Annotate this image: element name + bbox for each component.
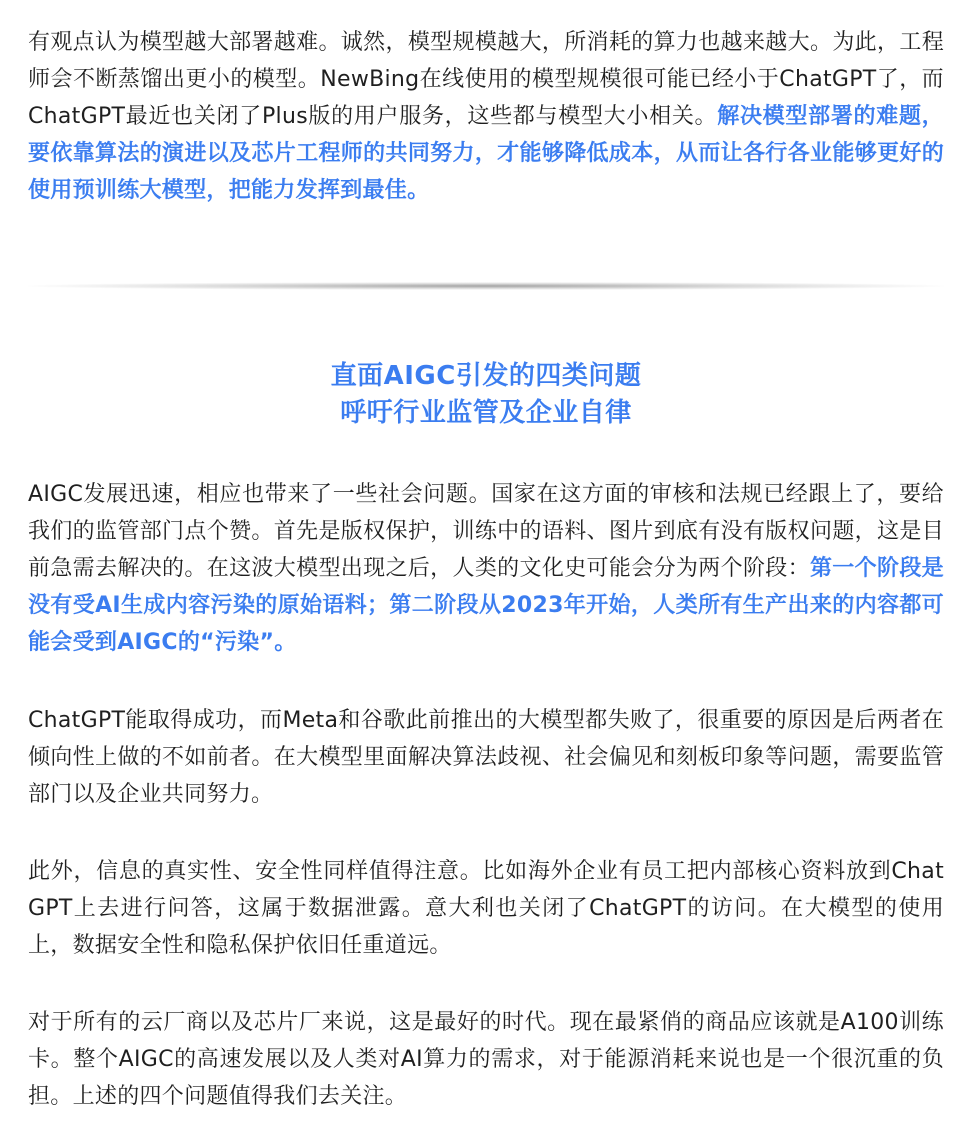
paragraph-energy: 对于所有的云厂商以及芯片厂来说，这是最好的时代。现在最紧俏的商品应该就是A100训练卡。整个AIGC的高速发展以及人类对AI算力的需求，对于能源消耗来说也是一个很沉重的负担。上述的四个问题值得我们去关注。 [28, 1010, 944, 1109]
section-divider [28, 282, 944, 290]
heading-line-1: 直面AIGC引发的四类问题 [330, 361, 642, 391]
highlighted-text: 解决模型部署的难题，要依靠算法的演进以及芯片工程师的共同努力，才能够降低成本，从而让各行各业能够更好的使用预训练大模型，把能力发挥到最佳。 [28, 104, 944, 203]
highlighted-text: 第一个阶段是没有受AI生成内容污染的原始语料；第二阶段从2023年开始，人类所有生产出来的内容都可能会受到AIGC的“污染”。 [28, 556, 944, 655]
paragraph-model-deployment [28, 0, 944, 209]
paragraph-text: AIGC发展迅速，相应也带来了一些社会问题。国家在这方面的审核和法规已经跟上了，要给我们的监管部门点个赞。首先是版权保护，训练中的语料、图片到底有没有版权问题，这是目前急需去解决的。在这波大模型出现之后，人类的文化史可能会分为两个阶段： [28, 482, 944, 581]
section-energy [28, 1004, 944, 1115]
paragraph-bias: ChatGPT能取得成功，而Meta和谷歌此前推出的大模型都失败了，很重要的原因是后两者在倾向性上做的不如前者。在大模型里面解决算法歧视、社会偏见和刻板印象等问题，需要监管部门以及企业共同努力。 [28, 708, 944, 807]
paragraph-text: 有观点认为模型越大部署越难。诚然，模型规模越大，所消耗的算力也越来越大。为此，工程师会不断蒸馏出更小的模型。NewBing在线使用的模型规模很可能已经小于ChatGPT了，而ChatGPT最近也关闭了Plus版的用户服务，这些都与模型大小相关。 [28, 30, 944, 129]
section-copyright [28, 476, 944, 661]
article-top [28, 0, 944, 209]
paragraph-security: 此外，信息的真实性、安全性同样值得注意。比如海外企业有员工把内部核心资料放到ChatGPT上去进行问答，这属于数据泄露。意大利也关闭了ChatGPT的访问。在大模型的使用上，数据安全性和隐私保护依旧任重道远。 [28, 859, 944, 958]
section-bias [28, 702, 944, 813]
heading-line-2: 呼吁行业监管及企业自律 [340, 398, 632, 428]
paragraph-copyright [28, 476, 944, 661]
section-security [28, 853, 944, 964]
section-heading [0, 358, 972, 432]
